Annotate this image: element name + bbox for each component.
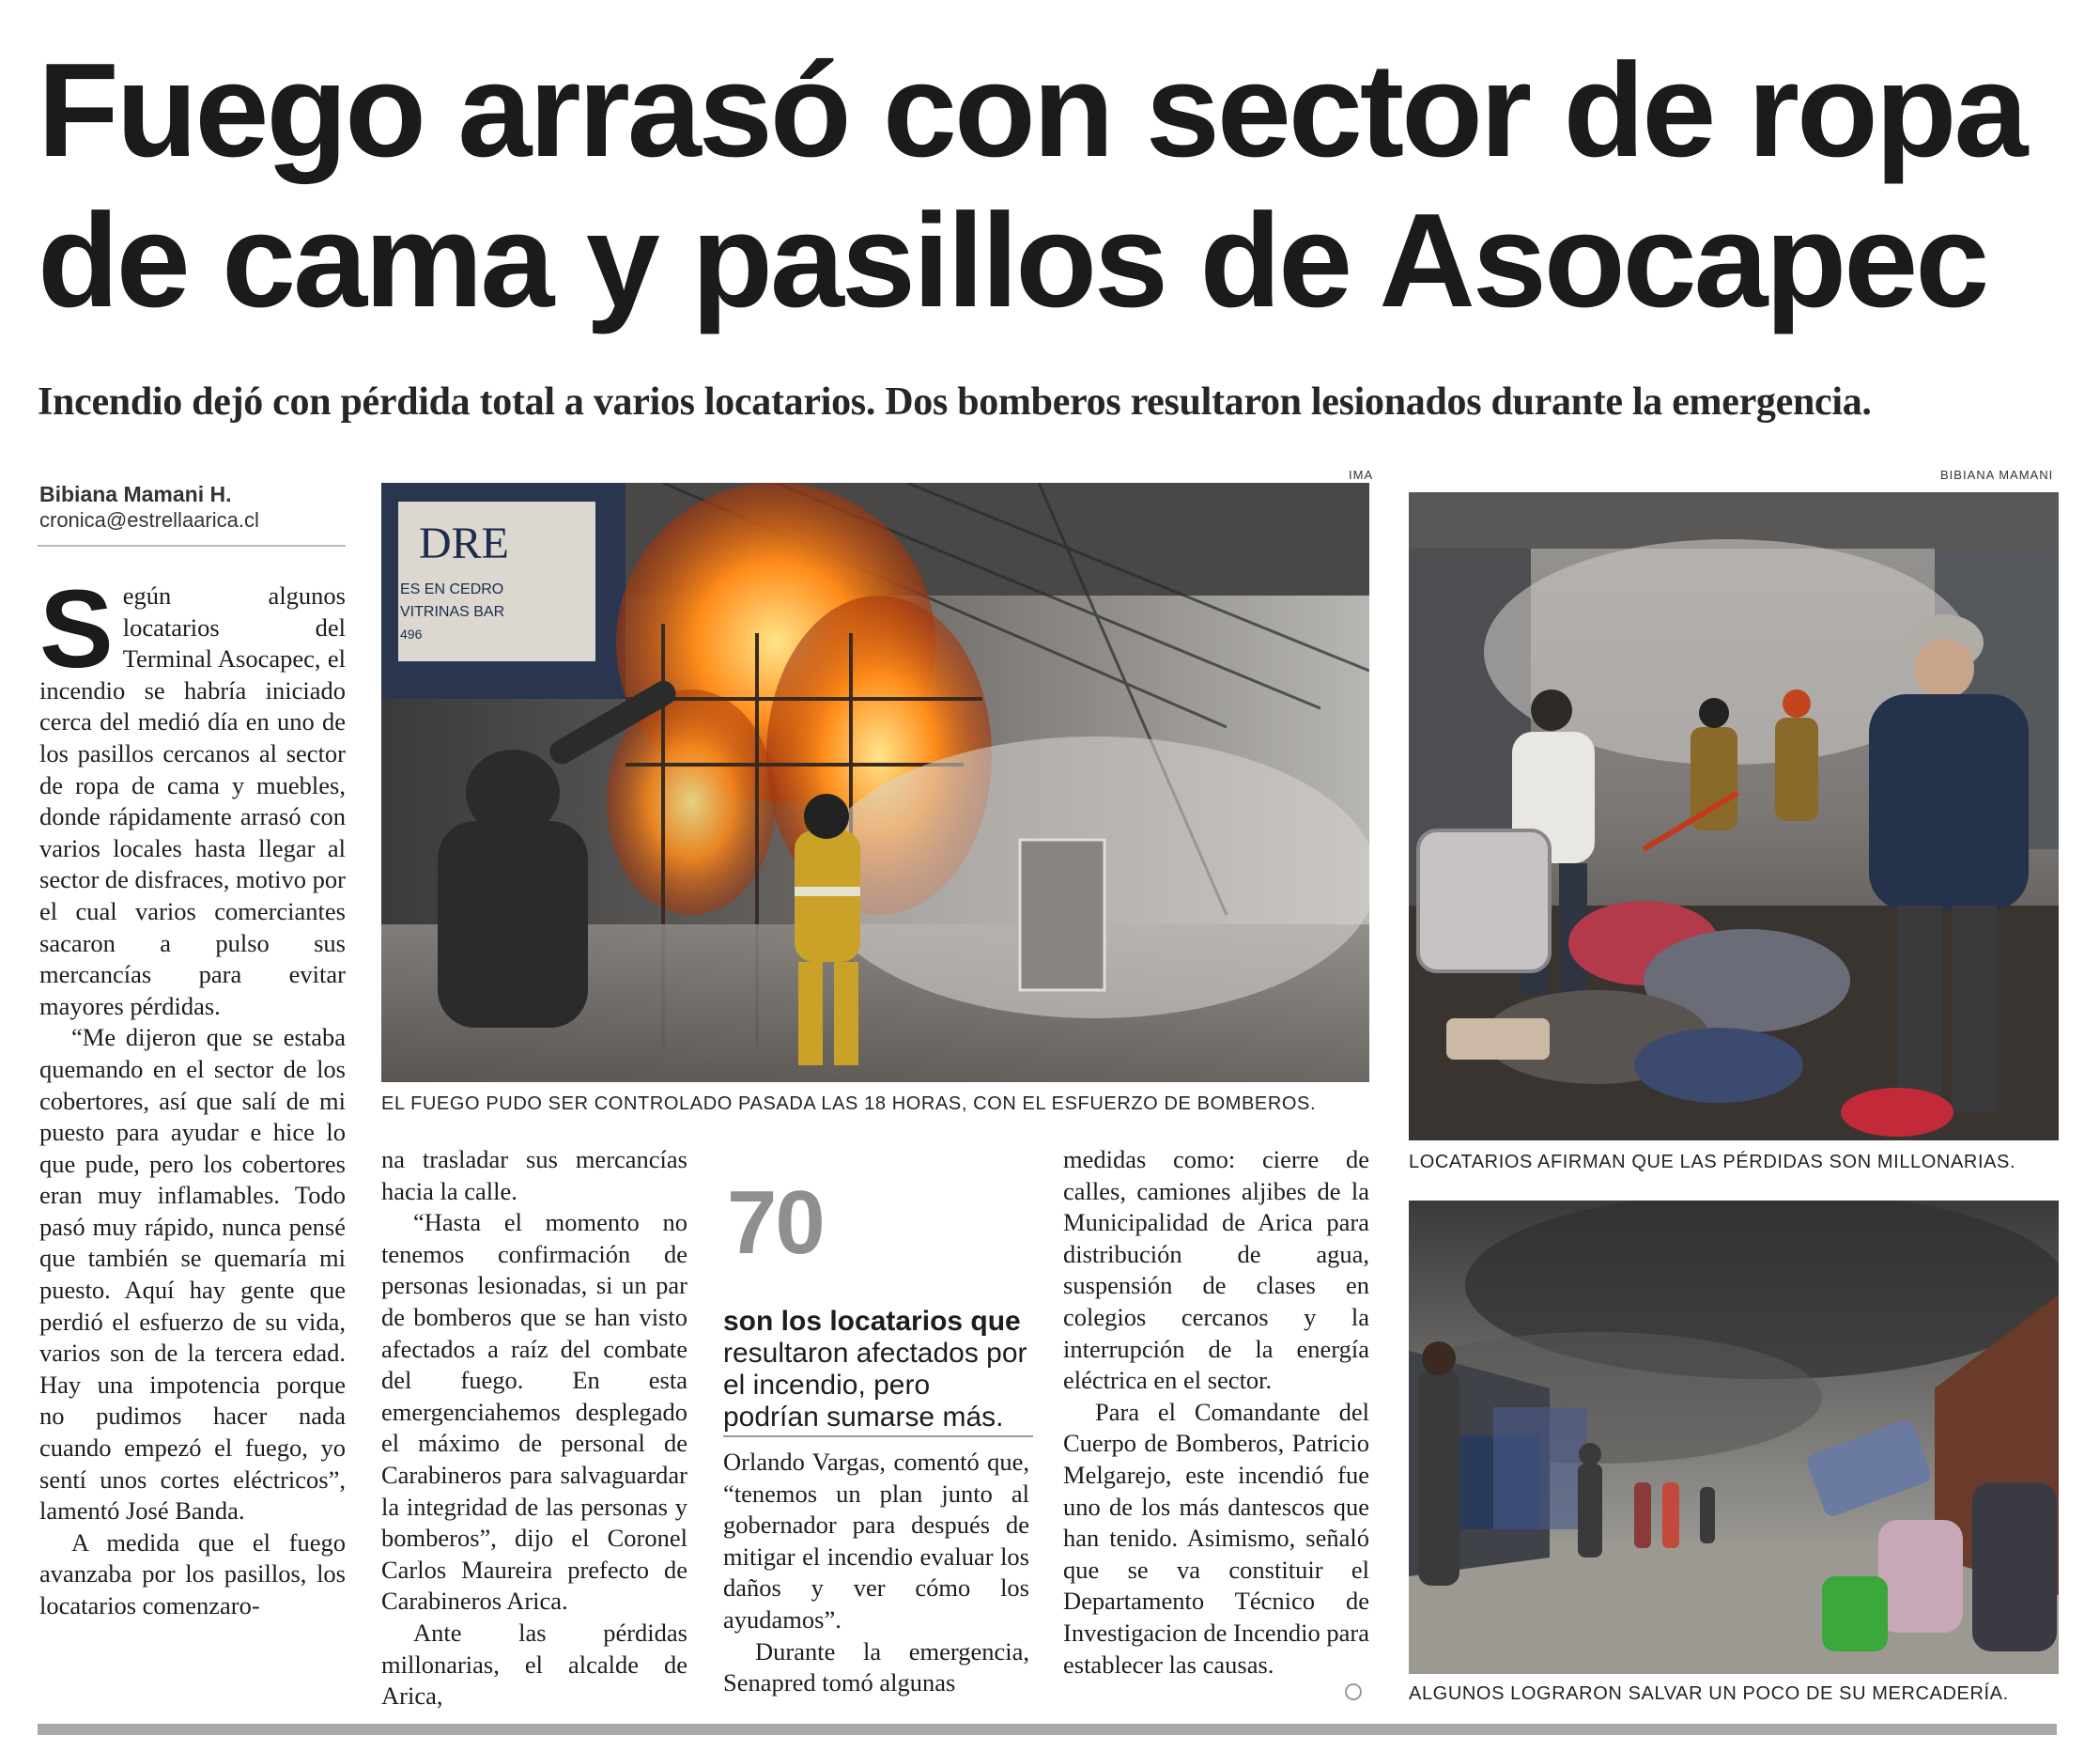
- pullquote-number: 70: [727, 1172, 824, 1273]
- photo-2-credit: BIBIANA MAMANI: [1940, 468, 2054, 482]
- paragraph: “Me dijeron que se estaba quemando en el sector de los cobertores, así que salí de mi puesto para ayudar e hice lo que pude, pero los cobertores eran muy inflamables. Todo pasó muy rápido, nunca pensé que también se quemaría mi puesto. Aquí hay gente que perdió el esfuerzo de su vida, varios son de la tercera edad. Hay una impotencia porque no pudimos hacer nada cuando empezó el fuego, yo sentí unos cortes eléctricos”, lamentó José Banda.: [39, 1023, 346, 1526]
- photo-salvage: [1409, 492, 2059, 1140]
- pullquote-divider: [723, 1435, 1033, 1437]
- photo-2-caption: LOCATARIOS AFIRMAN QUE LAS PÉRDIDAS SON MILLONARIAS.: [1409, 1152, 2016, 1172]
- paragraph: na trasladar sus mercancías hacia la calle.: [381, 1145, 687, 1205]
- photo-3-caption: ALGUNOS LOGRARON SALVAR UN POCO DE SU MERCADERÍA.: [1409, 1683, 2009, 1704]
- byline-email[interactable]: cronica@estrellaarica.cl: [39, 508, 259, 532]
- photo-street-image: [1409, 1201, 2059, 1674]
- end-of-article-icon: [1345, 1683, 1362, 1700]
- store-sign-text: VITRINAS BAR: [400, 604, 505, 620]
- byline-divider: [38, 545, 346, 547]
- article-column-4: [1063, 1144, 1369, 1681]
- photo-fire: [381, 483, 1369, 1082]
- article-column-2: [381, 1144, 687, 1712]
- store-sign-text: 496: [400, 627, 423, 642]
- subheadline: Incendio dejó con pérdida total a varios locatarios. Dos bomberos resultaron lesionados durante la emergencia.: [38, 380, 1872, 424]
- paragraph: “Hasta el momento no tenemos confirmación de personas lesionadas, si un par de bomberos que se han visto afectados a raíz del combate del fuego. En esta emergenciahemos desplegado el máximo de personal de Carabineros para salvaguardar la integridad de las personas y bomberos”, dijo el Coronel Carlos Maureira prefecto de Carabineros Arica.: [381, 1208, 687, 1616]
- photo-salvage-image: [1409, 492, 2059, 1140]
- photo-1-caption: EL FUEGO PUDO SER CONTROLADO PASADA LAS 18 HORAS, CON EL ESFUERZO DE BOMBEROS.: [381, 1093, 1317, 1114]
- byline-author: Bibiana Mamani H.: [39, 482, 232, 506]
- article-column-1: [39, 567, 346, 1622]
- headline-line-1: Fuego arrasó con sector de ropa: [38, 36, 2026, 185]
- paragraph: [39, 567, 346, 1022]
- photo-fire-image: [381, 483, 1369, 1082]
- paragraph: Ante las pérdidas millonarias, el alcalde de Arica,: [381, 1618, 687, 1711]
- paragraph: Durante la emergencia, Senapred tomó algunas: [723, 1636, 1029, 1697]
- pullquote-text: [723, 1306, 1033, 1433]
- paragraph: Para el Comandante del Cuerpo de Bomberos, Patricio Melgarejo, este incendió fue uno de los más dantescos que han tenido. Asimismo, señaló que se va constituir el Departamento Técnico de Investigacion de Incendio para establecer las causas.: [1063, 1397, 1369, 1679]
- drop-cap: S: [39, 567, 114, 691]
- paragraph: Orlando Vargas, comentó que, “tenemos un plan junto al gobernador para después de mitigar el incendio evaluar los daños y ver cómo los ayudamos”.: [723, 1448, 1029, 1634]
- pullquote-rest: resultaron afectados por el incendio, pero podrían sumarse más.: [723, 1338, 1027, 1433]
- pullquote-bold: son los locatarios que: [723, 1306, 1021, 1337]
- paragraph: A medida que el fuego avanzaba por los pasillos, los locatarios comenzaro-: [39, 1527, 346, 1619]
- headline-line-2: de cama y pasillos de Asocapec: [38, 186, 1987, 335]
- bottom-rule: [38, 1724, 2057, 1735]
- store-sign-text: ES EN CEDRO: [400, 581, 504, 597]
- photo-street: [1409, 1201, 2059, 1674]
- article-column-3: [723, 1447, 1029, 1699]
- paragraph-text: egún algunos locatarios del Terminal Asocapec, el incendio se habría iniciado cerca del medió día en uno de los pasillos cercanos al sector de ropa de cama y muebles, donde rápidamente arrasó con varios locales hasta llegar al sector de disfraces, motivo por el cual varios comerciantes sacaron a pulso sus mercancías para evitar mayores pérdidas.: [39, 581, 346, 1020]
- paragraph: medidas como: cierre de calles, camiones aljibes de la Municipalidad de Arica para distribución de agua, suspensión de clases en colegios cercanos y la interrupción de la energía eléctrica en el sector.: [1063, 1145, 1369, 1395]
- store-sign-text: DRE: [419, 519, 509, 568]
- photo-1-credit: IMA: [1349, 468, 1374, 482]
- headline: [38, 36, 2085, 336]
